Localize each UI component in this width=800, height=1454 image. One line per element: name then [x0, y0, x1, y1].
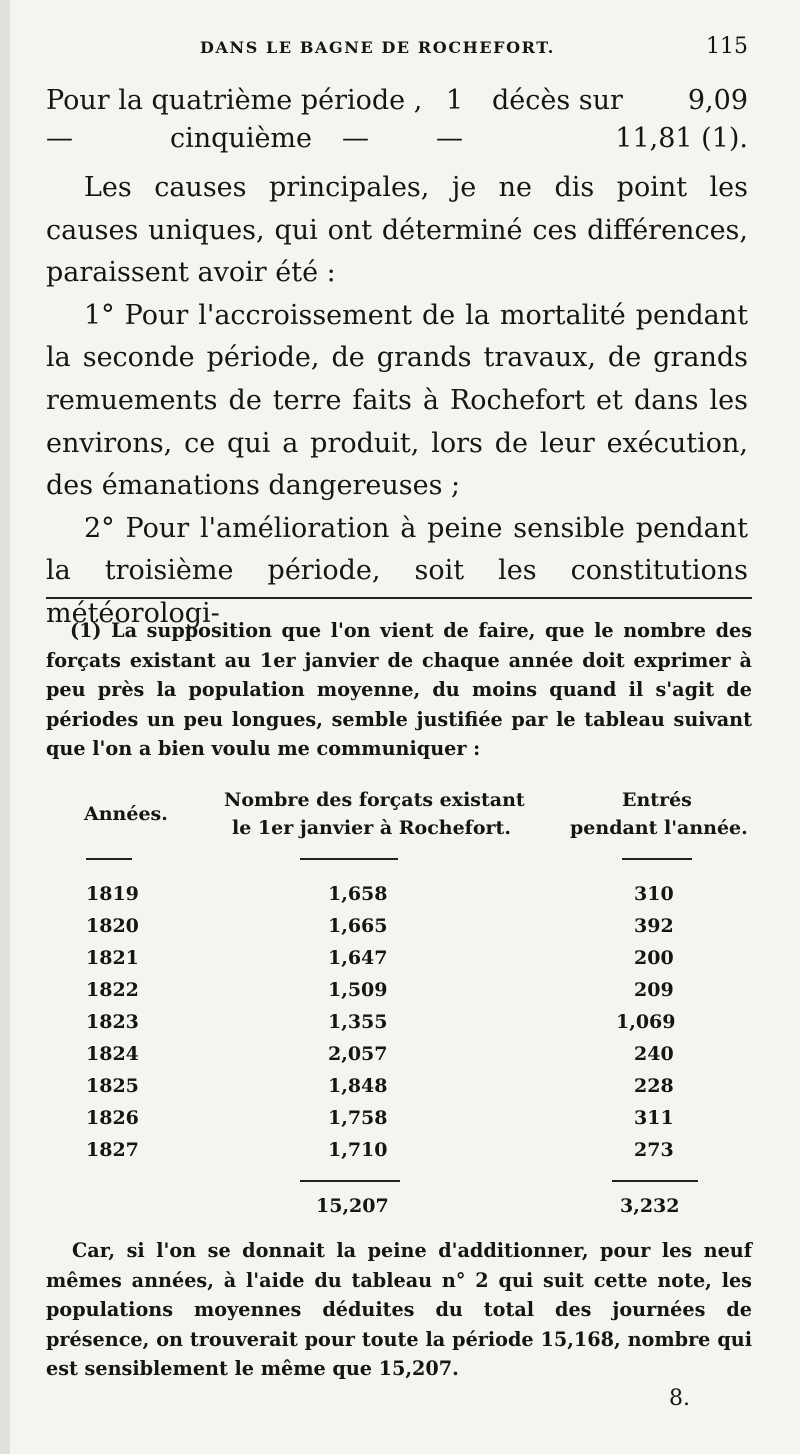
footnote-conclusion: [46, 1236, 752, 1384]
cell-count: 1,658: [328, 883, 388, 905]
running-head-title: DANS LE BAGNE DE ROCHEFORT.: [200, 38, 555, 57]
table-row: [46, 1070, 752, 1102]
body-text: [46, 167, 748, 636]
footnote-text: Car, si l'on se donnait la peine d'additionner, pour les neuf mêmes années, à l'aide du tableau n° 2 qui suit cette note, les populations moyennes déduites du total des journées de présence, on trouverait pour toute la période 15,168, nombre qui est sensiblement le même que 15,207.: [46, 1239, 752, 1381]
period-dash: —: [342, 123, 369, 154]
column-rule: [86, 858, 132, 860]
cell-count: 1,355: [328, 1011, 388, 1033]
cell-year: 1823: [86, 1011, 139, 1033]
period-line-4: [46, 80, 748, 122]
cell-entries: 1,069: [616, 1011, 676, 1033]
table-row: [46, 878, 752, 910]
cell-year: 1827: [86, 1139, 139, 1161]
cell-entries: 200: [634, 947, 674, 969]
column-rule: [300, 858, 398, 860]
table-header-entries-1: Entrés: [622, 789, 692, 811]
cell-entries: 310: [634, 883, 674, 905]
table-row: [46, 974, 752, 1006]
cell-year: 1824: [86, 1043, 139, 1065]
cell-entries: 228: [634, 1075, 674, 1097]
signature-mark: 8.: [669, 1386, 690, 1411]
table-header-year: Années.: [84, 803, 168, 825]
period-middle: décès sur: [492, 85, 623, 116]
population-table: [46, 784, 752, 1224]
page-number: 115: [706, 34, 748, 59]
cell-entries: 240: [634, 1043, 674, 1065]
cell-year: 1821: [86, 947, 139, 969]
cell-count: 1,509: [328, 979, 388, 1001]
page-edge: [0, 0, 10, 1454]
running-head: [200, 34, 748, 68]
period-dash-lead: —: [46, 123, 73, 154]
period-unit: 1: [446, 85, 464, 116]
footnote-text: (1) La supposition que l'on vient de faire, que le nombre des forçats existant au 1er janvier de chaque année doit exprimer à peu près la population moyenne, du moins quand il s'agit de périodes un peu longues, semble justifiée par le tableau suivant que l'on a bien voulu me communiquer :: [46, 619, 752, 761]
cell-count: 1,710: [328, 1139, 388, 1161]
footnote-separator: [46, 597, 752, 599]
cell-count: 1,758: [328, 1107, 388, 1129]
cell-entries: 209: [634, 979, 674, 1001]
table-row: [46, 1038, 752, 1070]
total-count: 15,207: [316, 1195, 389, 1217]
total-rule: [612, 1180, 698, 1182]
paragraph: 1° Pour l'accroissement de la mortalité pendant la seconde période, de grands travaux, de grands remuements de terre faits à Rochefort et dans les environs, ce qui a produit, lors de leur exécution, des émanations dangereuses ;: [46, 299, 748, 502]
cell-count: 1,647: [328, 947, 388, 969]
cell-year: 1819: [86, 883, 139, 905]
table-row: [46, 910, 752, 942]
cell-year: 1826: [86, 1107, 139, 1129]
footnote-intro: [46, 616, 752, 764]
cell-count: 2,057: [328, 1043, 388, 1065]
table-header-entries-2: pendant l'année.: [570, 817, 748, 839]
cell-count: 1,848: [328, 1075, 388, 1097]
cell-count: 1,665: [328, 915, 388, 937]
period-value: 11,81 (1).: [615, 123, 748, 154]
cell-year: 1825: [86, 1075, 139, 1097]
paragraph: Les causes principales, je ne dis point les causes uniques, qui ont déterminé ces différences, paraissent avoir été :: [46, 172, 748, 289]
period-line-5: [46, 118, 748, 160]
table-row: [46, 1006, 752, 1038]
table-row: [46, 1102, 752, 1134]
cell-entries: 392: [634, 915, 674, 937]
period-label: cinquième: [170, 123, 313, 154]
cell-year: 1820: [86, 915, 139, 937]
table-row: [46, 1134, 752, 1166]
total-rule: [300, 1180, 400, 1182]
period-label: Pour la quatrième période ,: [46, 85, 423, 116]
table-row: [46, 942, 752, 974]
cell-entries: 311: [634, 1107, 674, 1129]
cell-entries: 273: [634, 1139, 674, 1161]
column-rule: [622, 858, 692, 860]
period-dash: —: [436, 123, 463, 154]
cell-year: 1822: [86, 979, 139, 1001]
period-value: 9,09: [687, 85, 748, 116]
table-header-count-1: Nombre des forçats existant: [224, 789, 525, 811]
total-entries: 3,232: [620, 1195, 680, 1217]
table-header-count-2: le 1er janvier à Rochefort.: [232, 817, 511, 839]
paragraph: 2° Pour l'amélioration à peine sensible pendant la troisième période, soit les constitutions météorologi-: [46, 512, 748, 629]
